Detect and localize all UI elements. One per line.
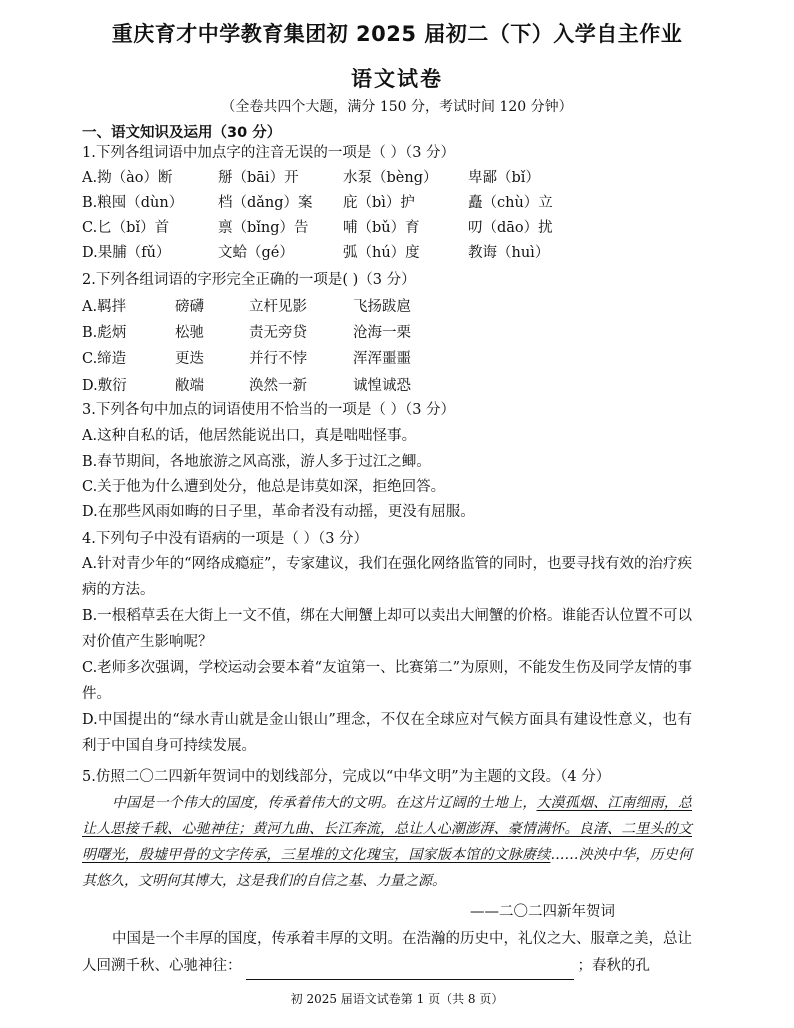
passage-end: ……泱泱中华，历史何其悠久，文明何其博大，这是我们的自信之基、力量之源。: [82, 847, 692, 889]
q3-option-d: D.在那些风雨如晦的日子里，革命者没有动摇，更没有屈服。: [82, 504, 475, 520]
q3-option-c: C.关于他为什么遭到处分，他总是讳莫如深，拒绝回答。: [82, 479, 446, 495]
q2-c2: 更迭: [175, 351, 204, 367]
q4-option-d: D.中国提出的“绿水青山就是金山银山”理念，不仅在全球应对气候方面具有建设性意义，也有利于中国自身可持续发展。: [82, 712, 692, 754]
exam-note: （全卷共四个大题，满分 150 分，考试时间 120 分钟）: [221, 99, 573, 115]
q1-a3: 水泵（bèng）: [343, 170, 438, 186]
q2-a4: 飞扬跋扈: [353, 299, 411, 315]
q2-a2: 磅礴: [175, 299, 204, 315]
q1-d4: 教诲（huì）: [468, 245, 550, 261]
q3-option-a: A.这种自私的话，他居然能说出口，真是咄咄怪事。: [82, 428, 417, 444]
answer-blank[interactable]: [246, 965, 574, 980]
q4-option-c: C.老师多次强调，学校运动会要本着“友谊第一、比赛第二”为原则，不能发生伤及同学友情的事件。: [82, 660, 693, 702]
q2-a3: 立杆见影: [249, 299, 307, 315]
q1-c1: C.匕（bǐ）首: [82, 220, 170, 236]
q1-stem: 1.下列各组词语中加点字的注音无误的一项是（ ）（3 分）: [82, 145, 456, 161]
q2-b4: 沧海一栗: [353, 325, 411, 341]
q1-c4: 叨（dāo）扰: [468, 220, 553, 236]
passage-start: 中国是一个伟大的国度，传承着伟大的文明。在这片辽阔的土地上，: [112, 795, 537, 811]
q2-stem: 2.下列各组词语的字形完全正确的一项是( )（3 分）: [82, 272, 416, 288]
q1-b2: 档（dǎng）案: [218, 195, 313, 211]
page-footer: 初 2025 届语文试卷第 1 页（共 8 页）: [290, 992, 504, 1006]
answer-end: ；春秋的孔: [577, 958, 650, 974]
exam-subject: 语文试卷: [351, 67, 443, 91]
q4-option-a: A.针对青少年的“网络成瘾症”，专家建议，我们在强化网络监管的同时，也要寻找有效的治疗疾病的方法。: [82, 556, 692, 598]
q1-d2: 文蛤（gé）: [218, 245, 294, 261]
q1-d3: 弧（hú）度: [343, 245, 420, 261]
q2-c3: 并行不悖: [249, 351, 307, 367]
q1-d1: D.果脯（fǔ）: [82, 245, 171, 261]
q2-d2: 敝端: [175, 378, 204, 394]
q2-d1: D.敷衍: [82, 378, 127, 394]
q3-stem: 3.下列各句中加点的词语使用不恰当的一项是（ ）（3 分）: [82, 402, 456, 418]
q1-c2: 禀（bǐng）告: [218, 220, 309, 236]
q5-attribution: ——二〇二四新年贺词: [470, 904, 615, 920]
q5-stem: 5.仿照二〇二四新年贺词中的划线部分，完成以“中华文明”为主题的文段。（4 分）: [82, 769, 611, 785]
q2-b2: 松驰: [175, 325, 204, 341]
q1-a2: 掰（bāi）开: [218, 170, 299, 186]
answer-start: 中国是一个丰厚的国度，传承着丰厚的文明。在浩瀚的历史中，礼仪之大、服章之美，总让人回溯千秋、心驰神往：: [82, 931, 692, 974]
q1-b4: 矗（chù）立: [468, 195, 553, 211]
q1-b1: B.粮囤（dùn）: [82, 195, 184, 211]
q1-b3: 庇（bì）护: [343, 195, 415, 211]
q5-answer: [82, 926, 692, 980]
q3-option-b: B.春节期间，各地旅游之风高涨，游人多于过江之鲫。: [82, 454, 431, 470]
passage-underlined: 大漠孤烟、江南细雨，总让人思接千载、心驰神往；黄河九曲、长江奔流，总让人心潮澎湃、豪情满怀。良渚、二里头的文明曙光，殷墟甲骨的文字传承，三星堆的文化瑰宝，国家版本馆的文脉赓续: [82, 795, 692, 863]
q2-a1: A.羁拌: [82, 299, 127, 315]
q2-d3: 涣然一新: [249, 378, 307, 394]
q1-a1: A.拗（ào）断: [82, 170, 173, 186]
q2-d4: 诚惶诚恐: [353, 378, 411, 394]
q1-a4: 卑鄙（bǐ）: [468, 170, 540, 186]
exam-title: 重庆育才中学教育集团初 2025 届初二（下）入学自主作业: [111, 22, 683, 46]
q4-option-b: B.一根稻草丢在大街上一文不值，绑在大闸蟹上却可以卖出大闸蟹的价格。谁能否认位置不可以对价值产生影响呢？: [82, 608, 692, 650]
q2-b3: 责无旁贷: [249, 325, 307, 341]
q2-c4: 浑浑噩噩: [353, 351, 411, 367]
q2-b1: B.彪炳: [82, 325, 127, 341]
q4-stem: 4.下列句子中没有语病的一项是（ ）（3 分）: [82, 531, 369, 547]
section-title: 一、语文知识及运用（30 分）: [82, 125, 282, 141]
q5-passage: [82, 790, 692, 894]
q1-c3: 哺（bǔ）育: [343, 220, 420, 236]
q2-c1: C.缔造: [82, 351, 127, 367]
